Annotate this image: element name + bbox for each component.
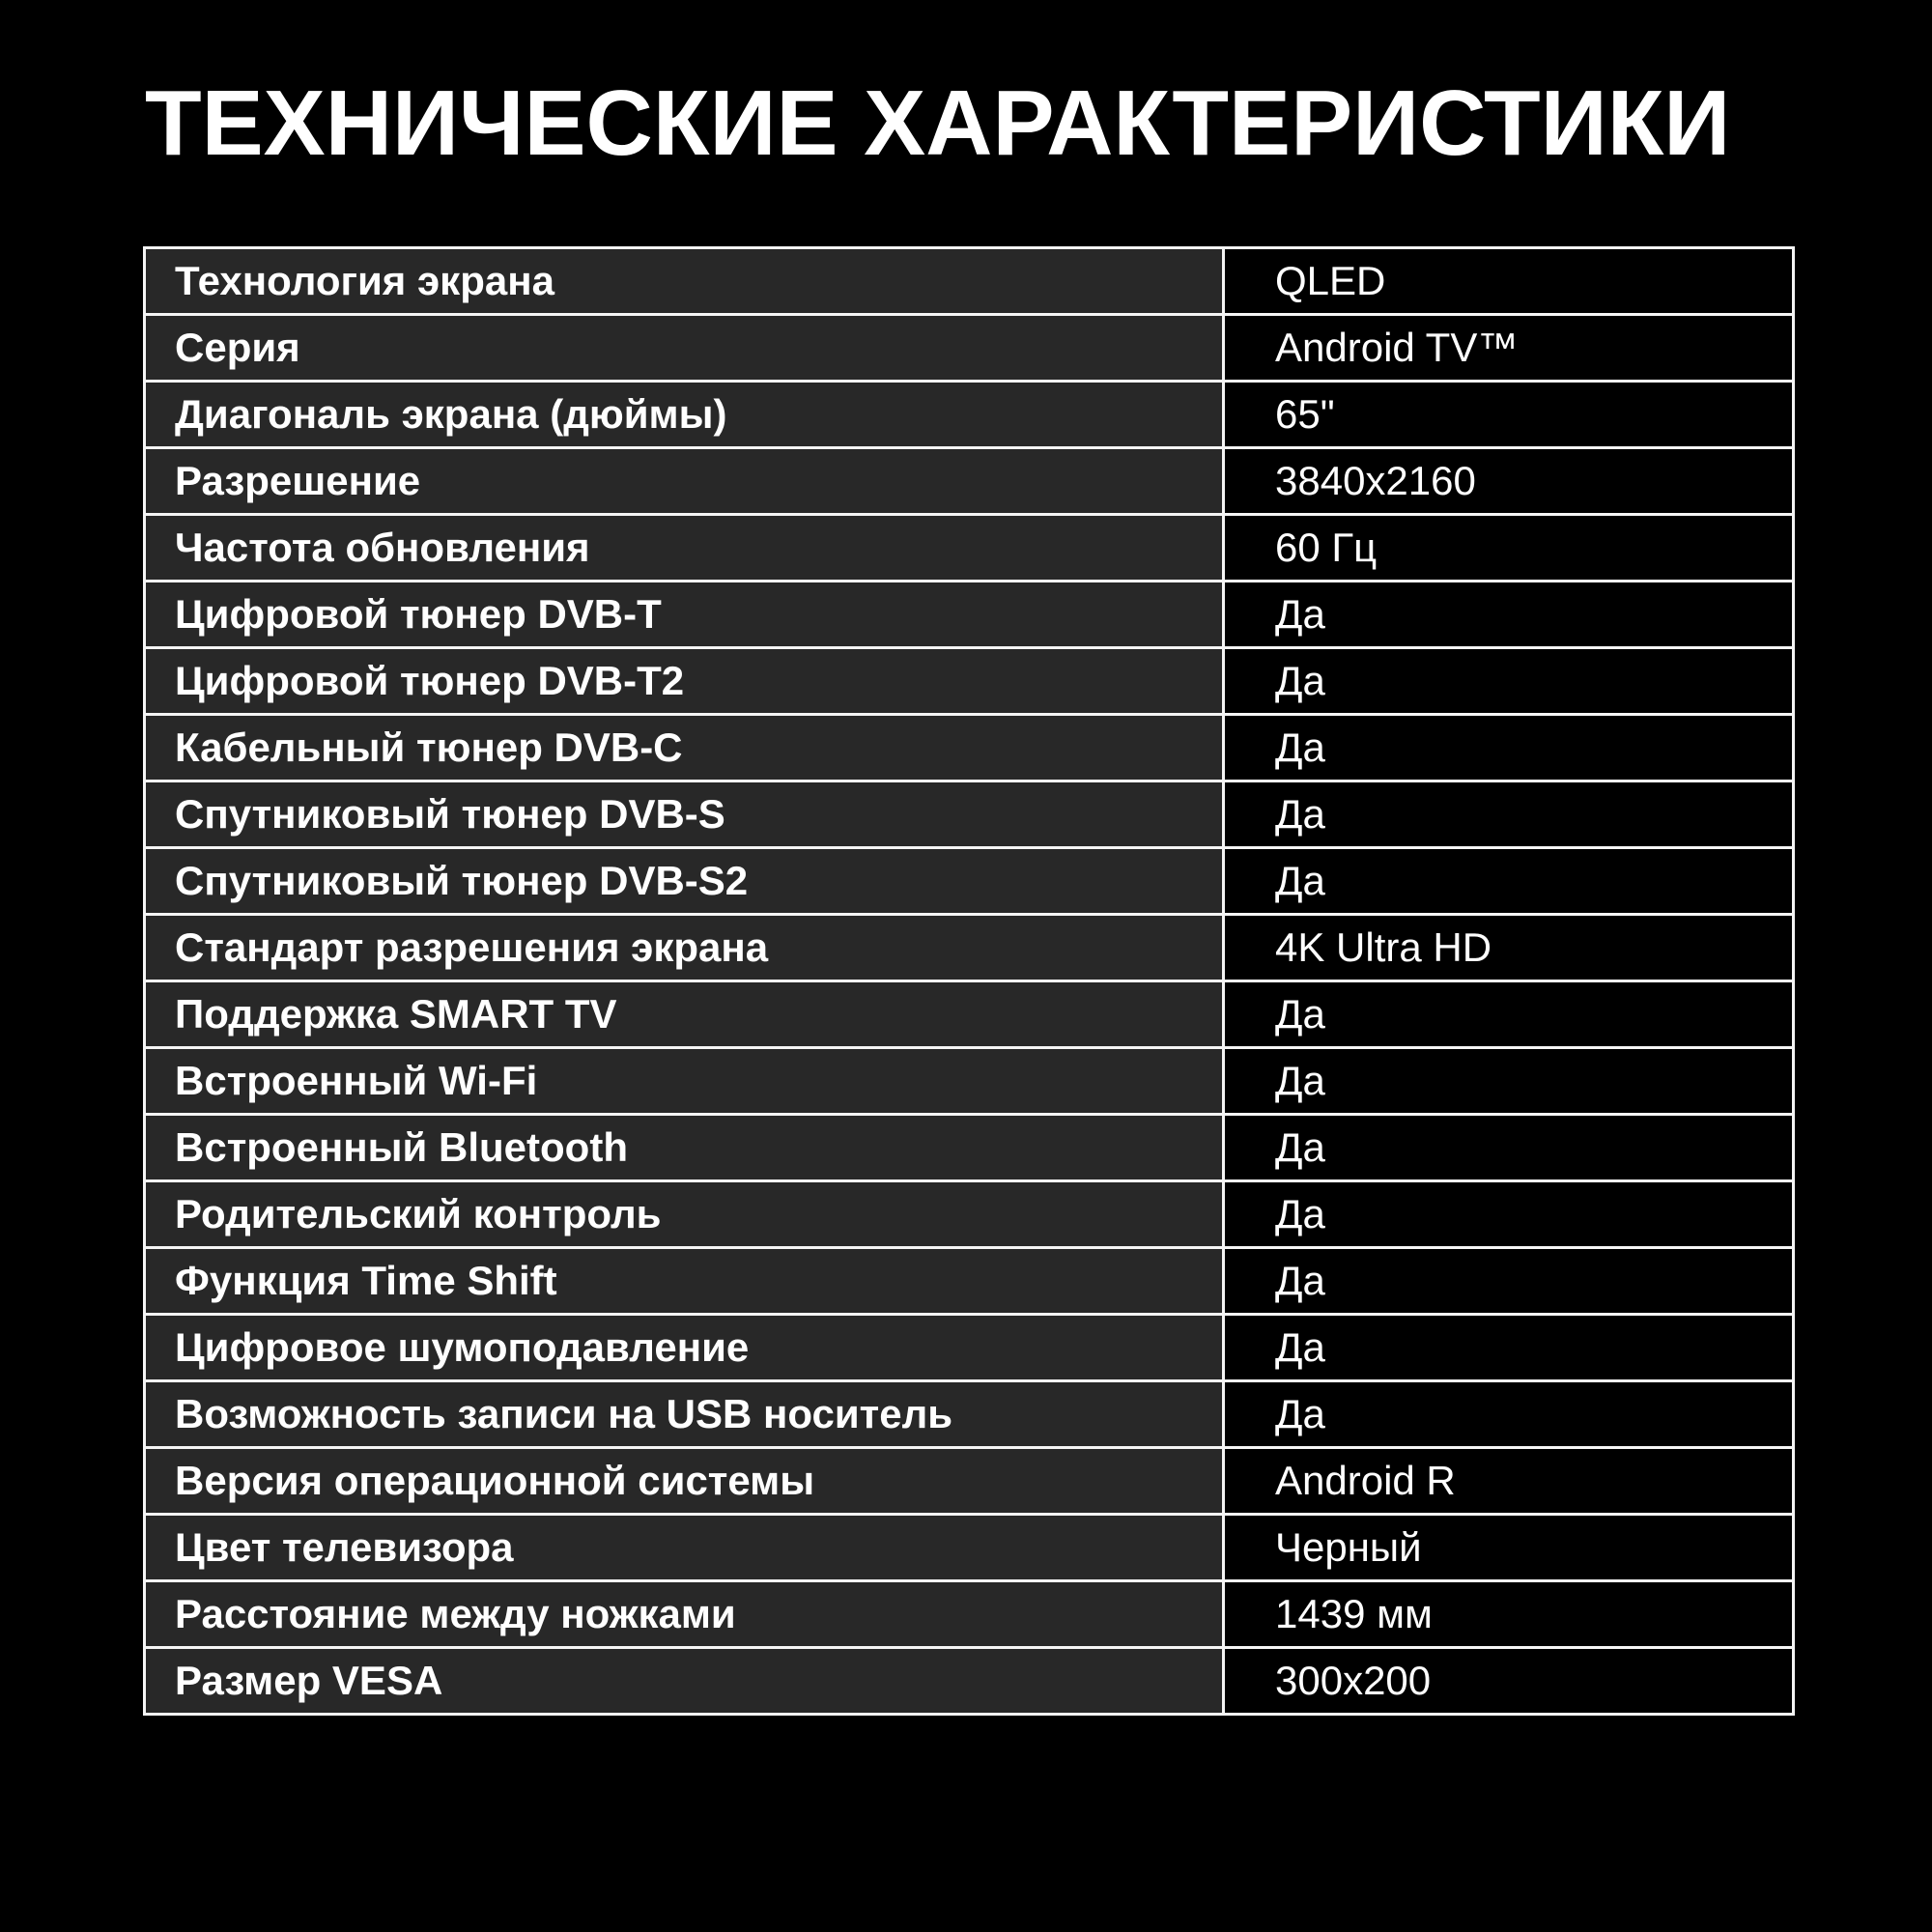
spec-label: Спутниковый тюнер DVB-S <box>145 781 1224 847</box>
table-row <box>145 714 1794 781</box>
table-row <box>145 847 1794 914</box>
spec-value: 4K Ultra HD <box>1224 914 1794 980</box>
specs-table-body <box>145 247 1794 1714</box>
spec-label: Серия <box>145 314 1224 381</box>
spec-label: Цифровое шумоподавление <box>145 1314 1224 1380</box>
spec-label: Стандарт разрешения экрана <box>145 914 1224 980</box>
table-row <box>145 1247 1794 1314</box>
spec-label: Поддержка SMART TV <box>145 980 1224 1047</box>
spec-label: Функция Time Shift <box>145 1247 1224 1314</box>
spec-value: QLED <box>1224 247 1794 314</box>
spec-value: Черный <box>1224 1514 1794 1580</box>
spec-value: 65" <box>1224 381 1794 447</box>
table-row <box>145 447 1794 514</box>
table-row <box>145 1314 1794 1380</box>
table-row <box>145 381 1794 447</box>
spec-label: Кабельный тюнер DVB-C <box>145 714 1224 781</box>
page-title: ТЕХНИЧЕСКИЕ ХАРАКТЕРИСТИКИ <box>145 71 1731 175</box>
spec-label: Расстояние между ножками <box>145 1580 1224 1647</box>
spec-value: Да <box>1224 1047 1794 1114</box>
spec-value: Да <box>1224 1114 1794 1180</box>
spec-label: Технология экрана <box>145 247 1224 314</box>
table-row <box>145 781 1794 847</box>
spec-value: 1439 мм <box>1224 1580 1794 1647</box>
spec-value: Android R <box>1224 1447 1794 1514</box>
spec-label: Цифровой тюнер DVB-T2 <box>145 647 1224 714</box>
table-row <box>145 247 1794 314</box>
spec-label: Спутниковый тюнер DVB-S2 <box>145 847 1224 914</box>
specs-table <box>143 246 1795 1716</box>
table-row <box>145 1447 1794 1514</box>
table-row <box>145 1047 1794 1114</box>
spec-value: Да <box>1224 1180 1794 1247</box>
spec-value: Да <box>1224 1380 1794 1447</box>
spec-label: Родительский контроль <box>145 1180 1224 1247</box>
table-row <box>145 1580 1794 1647</box>
spec-value: 300x200 <box>1224 1647 1794 1714</box>
table-row <box>145 514 1794 581</box>
spec-label: Диагональ экрана (дюймы) <box>145 381 1224 447</box>
spec-value: Да <box>1224 1247 1794 1314</box>
spec-value: Android TV™ <box>1224 314 1794 381</box>
spec-value: Да <box>1224 581 1794 647</box>
spec-label: Встроенный Wi-Fi <box>145 1047 1224 1114</box>
spec-value: Да <box>1224 714 1794 781</box>
spec-value: Да <box>1224 1314 1794 1380</box>
spec-label: Разрешение <box>145 447 1224 514</box>
spec-value: 60 Гц <box>1224 514 1794 581</box>
spec-value: Да <box>1224 980 1794 1047</box>
spec-label: Размер VESA <box>145 1647 1224 1714</box>
table-row <box>145 581 1794 647</box>
spec-value: Да <box>1224 647 1794 714</box>
spec-label: Версия операционной системы <box>145 1447 1224 1514</box>
table-row <box>145 1647 1794 1714</box>
table-row <box>145 914 1794 980</box>
spec-value: Да <box>1224 847 1794 914</box>
spec-label: Встроенный Bluetooth <box>145 1114 1224 1180</box>
table-row <box>145 647 1794 714</box>
table-row <box>145 980 1794 1047</box>
spec-label: Возможность записи на USB носитель <box>145 1380 1224 1447</box>
spec-value: Да <box>1224 781 1794 847</box>
spec-label: Цвет телевизора <box>145 1514 1224 1580</box>
table-row <box>145 1514 1794 1580</box>
table-row <box>145 1114 1794 1180</box>
spec-label: Частота обновления <box>145 514 1224 581</box>
table-row <box>145 1180 1794 1247</box>
spec-value: 3840x2160 <box>1224 447 1794 514</box>
table-row <box>145 1380 1794 1447</box>
table-row <box>145 314 1794 381</box>
spec-label: Цифровой тюнер DVB-T <box>145 581 1224 647</box>
